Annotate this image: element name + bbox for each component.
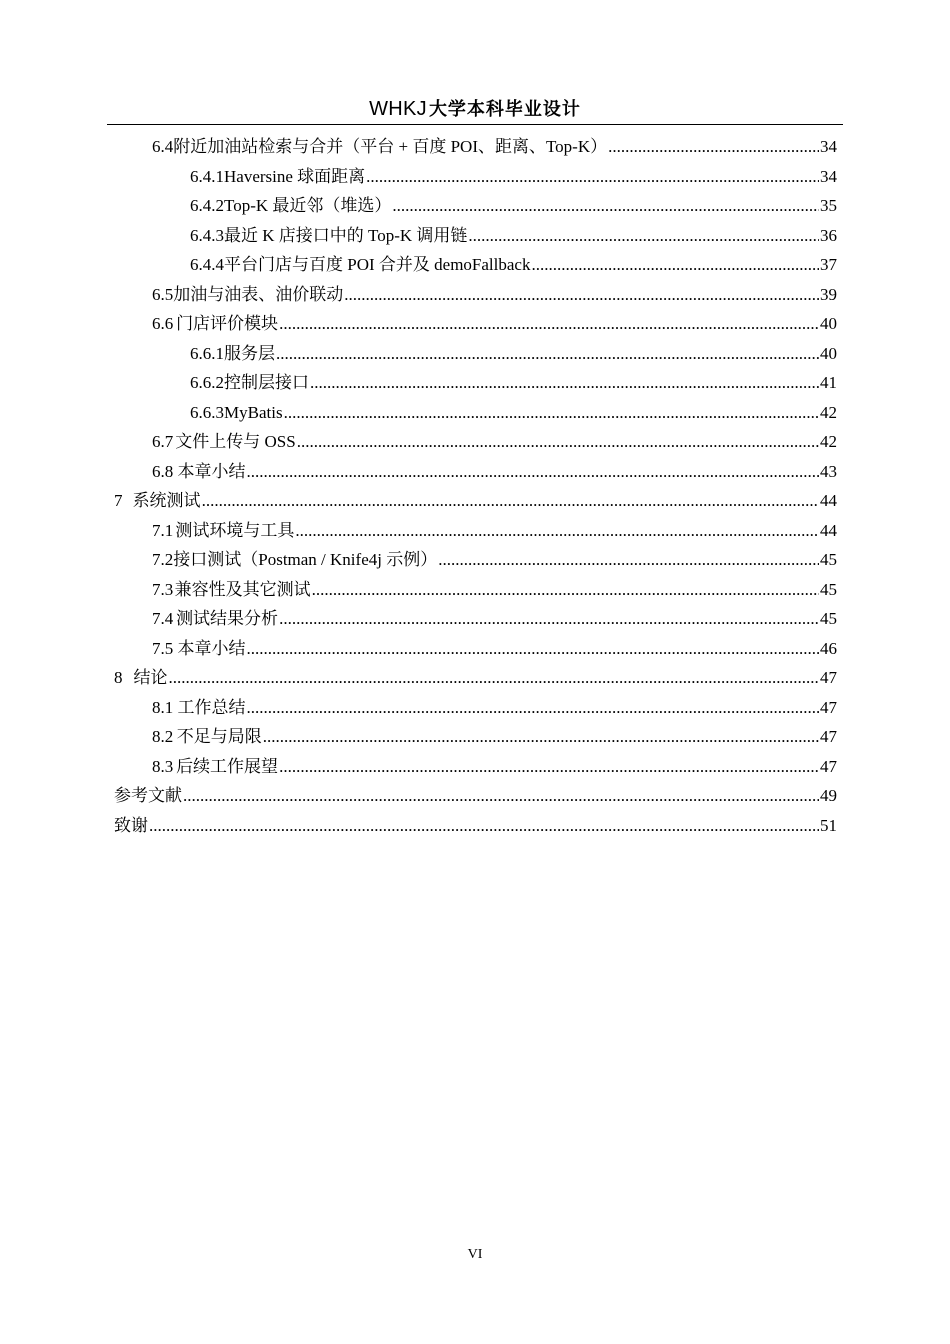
toc-entry-title: 本章小结 (177, 461, 246, 481)
toc-dot-leader (247, 457, 819, 487)
toc-entry-number: 7.5 (152, 638, 174, 658)
toc-entry-title: Top-K 最近邻（堆选） (224, 196, 392, 215)
toc-entry[interactable] (190, 221, 837, 251)
toc-entry-page: 44 (820, 520, 837, 540)
toc-entry-page: 45 (820, 579, 837, 599)
toc-entry-title: 结论 (133, 668, 168, 687)
toc-entry-title: 文件上传与 OSS (175, 432, 296, 451)
toc-dot-leader (297, 427, 819, 457)
toc-entry-number: 7.4 (152, 609, 174, 628)
toc-entry[interactable] (190, 339, 837, 369)
toc-entry-title: 本章小结 (177, 638, 246, 658)
toc-entry-page: 34 (820, 166, 837, 186)
toc-entry-page: 45 (820, 609, 837, 628)
toc-entry-title: 门店评价模块 (176, 314, 279, 333)
toc-entry[interactable] (152, 545, 837, 575)
toc-entry[interactable] (190, 398, 837, 428)
toc-entry-number: 6.6.2 (190, 373, 224, 392)
toc-dot-leader (468, 221, 819, 251)
toc-entry-title: 后续工作展望 (176, 756, 279, 776)
toc-dot-leader (149, 811, 819, 841)
toc-dot-leader (202, 486, 819, 516)
toc-entry[interactable] (190, 162, 837, 192)
toc-entry-number: 8.3 (152, 756, 174, 776)
toc-entry[interactable] (190, 250, 837, 280)
toc-entry-page: 35 (820, 196, 837, 215)
toc-entry-title: 接口测试（Postman / Knife4j 示例） (173, 550, 438, 569)
toc-entry-page: 36 (820, 225, 837, 245)
toc-entry-page: 41 (820, 373, 837, 392)
toc-dot-leader (279, 752, 819, 782)
toc-dot-leader (344, 280, 819, 310)
toc-entry[interactable] (152, 516, 837, 546)
toc-entry[interactable] (152, 427, 837, 457)
toc-entry-page: 47 (820, 756, 837, 776)
toc-entry-number: 7 (114, 491, 123, 510)
toc-entry-page: 42 (820, 432, 837, 451)
toc-entry-number: 8.2 (152, 727, 174, 746)
toc-entry-title: Haversine 球面距离 (224, 166, 366, 186)
toc-entry-page: 34 (820, 137, 837, 156)
toc-entry[interactable] (152, 309, 837, 339)
toc-dot-leader (438, 545, 819, 575)
toc-dot-leader (284, 398, 819, 428)
toc-entry-page: 37 (820, 255, 837, 274)
page-number: VI (467, 1247, 483, 1262)
header-title: 大学本科毕业设计 (428, 99, 581, 120)
toc-entry-page: 42 (820, 402, 837, 422)
toc-entry-title: 系统测试 (132, 491, 201, 510)
toc-entry-title: 工作总结 (177, 697, 246, 717)
toc-entry-title: 参考文献 (114, 786, 182, 805)
toc-dot-leader (263, 722, 819, 752)
toc-entry-number: 6.6.1 (190, 343, 224, 363)
toc-entry[interactable] (152, 575, 837, 605)
toc-entry-title: MyBatis (224, 402, 283, 422)
toc-entry[interactable] (152, 604, 837, 634)
toc-dot-leader (247, 693, 819, 723)
toc-entry-number: 7.1 (152, 520, 174, 540)
toc-dot-leader (276, 339, 819, 369)
toc-entry-number: 6.4.2 (190, 196, 224, 215)
toc-entry-number: 8 (114, 668, 123, 687)
toc-entry-title: 不足与局限 (176, 727, 262, 746)
toc-entry-number: 8.1 (152, 697, 174, 717)
toc-entry[interactable] (114, 663, 837, 693)
toc-entry-number: 6.7 (152, 432, 174, 451)
header-school: WHKJ (369, 98, 427, 120)
toc-entry-page: 45 (820, 550, 837, 569)
toc-dot-leader (531, 250, 819, 280)
toc-dot-leader (312, 575, 819, 605)
toc-entry[interactable] (152, 752, 837, 782)
toc-dot-leader (295, 516, 819, 546)
toc-entry[interactable] (152, 634, 837, 664)
toc-entry-page: 47 (820, 668, 837, 687)
toc-entry-number: 6.4.4 (190, 255, 224, 274)
toc-dot-leader (279, 604, 819, 634)
toc-entry-page: 51 (820, 815, 837, 835)
toc-entry[interactable] (152, 132, 837, 162)
toc-entry-title: 兼容性及其它测试 (174, 579, 311, 599)
toc-entry-title: 最近 K 店接口中的 Top-K 调用链 (224, 225, 468, 245)
toc-entry-page: 39 (820, 284, 837, 304)
toc-entry[interactable] (190, 191, 837, 221)
toc-entry-page: 47 (820, 697, 837, 717)
toc-entry-number: 6.8 (152, 461, 174, 481)
toc-dot-leader (279, 309, 819, 339)
toc-dot-leader (366, 162, 819, 192)
toc-entry-title: 控制层接口 (224, 373, 309, 392)
toc-entry-page: 40 (820, 343, 837, 363)
toc-dot-leader (608, 132, 819, 162)
toc-entry-number: 6.6.3 (190, 402, 224, 422)
toc-entry-page: 40 (820, 314, 837, 333)
toc-entry[interactable] (152, 693, 837, 723)
toc-entry-page: 49 (820, 786, 837, 805)
toc-entry[interactable] (190, 368, 837, 398)
toc-entry-title: 服务层 (224, 343, 275, 363)
toc-dot-leader (310, 368, 819, 398)
toc-entry[interactable] (152, 722, 837, 752)
toc-entry-title: 测试结果分析 (176, 609, 279, 628)
toc-entry-number: 6.4.1 (190, 166, 224, 186)
toc-entry[interactable] (114, 486, 837, 516)
toc-entry-title: 加油与油表、油价联动 (173, 284, 344, 304)
toc-dot-leader (183, 781, 819, 811)
toc-dot-leader (392, 191, 819, 221)
toc-entry-page: 43 (820, 461, 837, 481)
toc-entry-number: 6.4.3 (190, 225, 224, 245)
toc-entry-number: 6.4 (152, 137, 174, 156)
toc-entry-number: 7.3 (152, 579, 174, 599)
toc-entry[interactable] (114, 811, 837, 841)
toc-entry-title: 平台门店与百度 POI 合并及 demoFallback (224, 255, 531, 274)
toc-dot-leader (247, 634, 819, 664)
toc-entry[interactable] (152, 457, 837, 487)
toc-dot-leader (169, 663, 819, 693)
toc-entry-number: 6.5 (152, 284, 174, 304)
toc-entry-number: 7.2 (152, 550, 174, 569)
table-of-contents (0, 132, 950, 840)
toc-entry-page: 47 (820, 727, 837, 746)
toc-entry-page: 44 (820, 491, 837, 510)
toc-entry-page: 46 (820, 638, 837, 658)
toc-entry-number: 6.6 (152, 314, 174, 333)
toc-entry-title: 附近加油站检索与合并（平台 + 百度 POI、距离、Top-K） (173, 137, 608, 156)
page-header (107, 96, 843, 125)
toc-entry-title: 致谢 (114, 815, 148, 835)
toc-entry-title: 测试环境与工具 (175, 520, 295, 540)
toc-entry[interactable] (114, 781, 837, 811)
toc-entry[interactable] (152, 280, 837, 310)
